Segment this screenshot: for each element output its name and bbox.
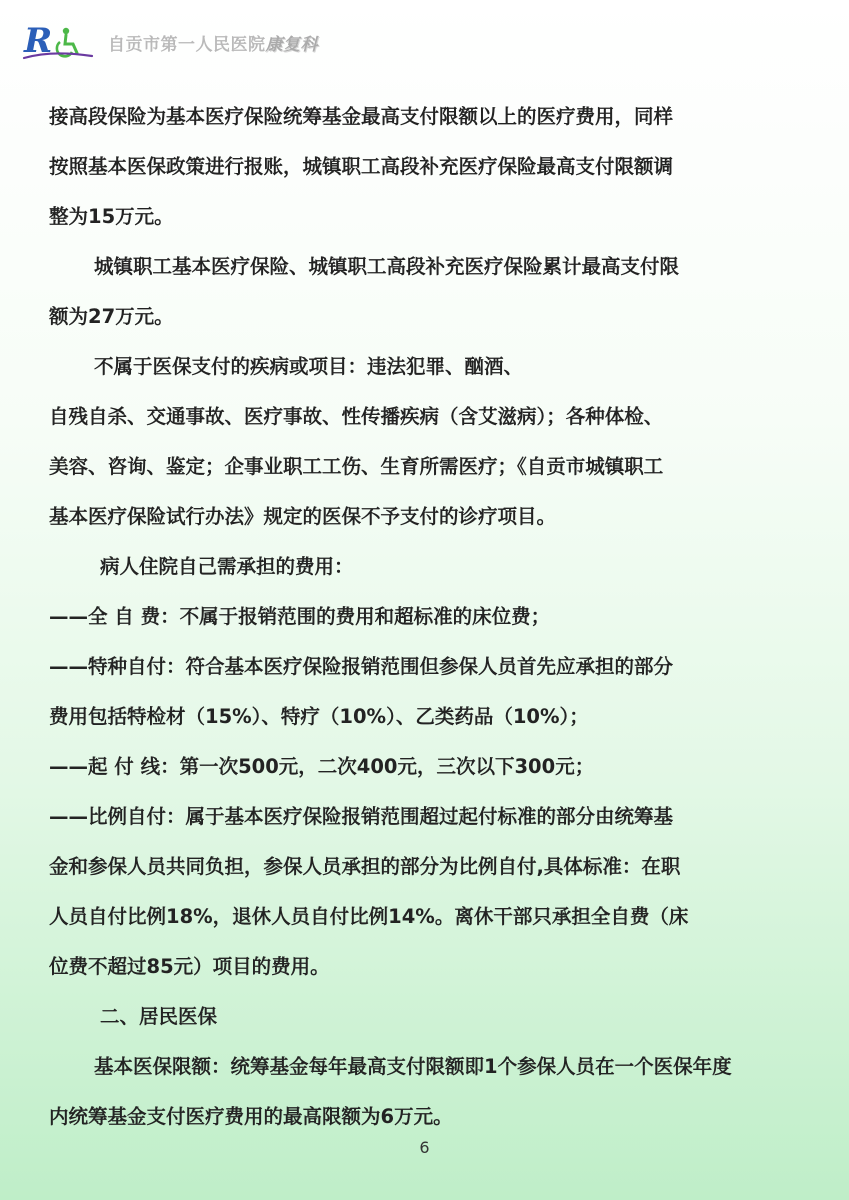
hospital-name: 自贡市第一人民医院 — [108, 34, 266, 55]
body-line: 基本医保限额：统筹基金每年最高支付限额即1个参保人员在一个医保年度 — [94, 1055, 732, 1078]
body-line: 整为15万元。 — [49, 205, 174, 228]
body-line: 人员自付比例18%，退休人员自付比例14%。离休干部只承担全自费（床 — [49, 905, 689, 928]
body-line: ——全 自 费：不属于报销范围的费用和超标准的床位费； — [49, 605, 551, 628]
hospital-logo — [22, 22, 100, 62]
body-line: 病人住院自己需承担的费用： — [100, 555, 354, 578]
body-line: 自残自杀、交通事故、医疗事故、性传播疾病（含艾滋病）；各种体检、 — [49, 405, 664, 428]
body-line: 额为27万元。 — [49, 305, 174, 328]
body-line: ——特种自付：符合基本医疗保险报销范围但参保人员首先应承担的部分 — [49, 655, 674, 678]
page-number: 6 — [419, 1138, 430, 1157]
body-line: 位费不超过85元）项目的费用。 — [49, 955, 330, 978]
body-line: 美容、咨询、鉴定；企事业职工工伤、生育所需医疗；《自贡市城镇职工 — [49, 455, 664, 478]
department-name: 康复科 — [265, 34, 318, 55]
body-line: ——起 付 线：第一次500元，二次400元，三次以下300元； — [49, 755, 595, 778]
svg-text:R: R — [24, 22, 53, 61]
body-line: 城镇职工基本医疗保险、城镇职工高段补充医疗保险累计最高支付限 — [94, 255, 680, 278]
body-line: 费用包括特检材（15%）、特疗（10%）、乙类药品（10%）； — [49, 705, 589, 728]
body-line: 按照基本医保政策进行报账，城镇职工高段补充医疗保险最高支付限额调 — [49, 155, 674, 178]
body-line: 不属于医保支付的疾病或项目：违法犯罪、酗酒、 — [94, 355, 524, 378]
body-line: 金和参保人员共同负担，参保人员承担的部分为比例自付,具体标准：在职 — [49, 855, 681, 878]
rehab-logo-icon — [22, 22, 100, 62]
body-line: 内统筹基金支付医疗费用的最高限额为6万元。 — [49, 1105, 453, 1128]
page-header — [22, 22, 318, 62]
body-line: ——比例自付：属于基本医疗保险报销范围超过起付标准的部分由统筹基 — [49, 805, 674, 828]
section-heading: 二、居民医保 — [100, 1005, 218, 1028]
header-title — [108, 30, 318, 55]
document-body — [49, 92, 809, 1142]
body-line: 基本医疗保险试行办法》规定的医保不予支付的诊疗项目。 — [49, 505, 557, 528]
body-line: 接高段保险为基本医疗保险统筹基金最高支付限额以上的医疗费用，同样 — [49, 105, 674, 128]
